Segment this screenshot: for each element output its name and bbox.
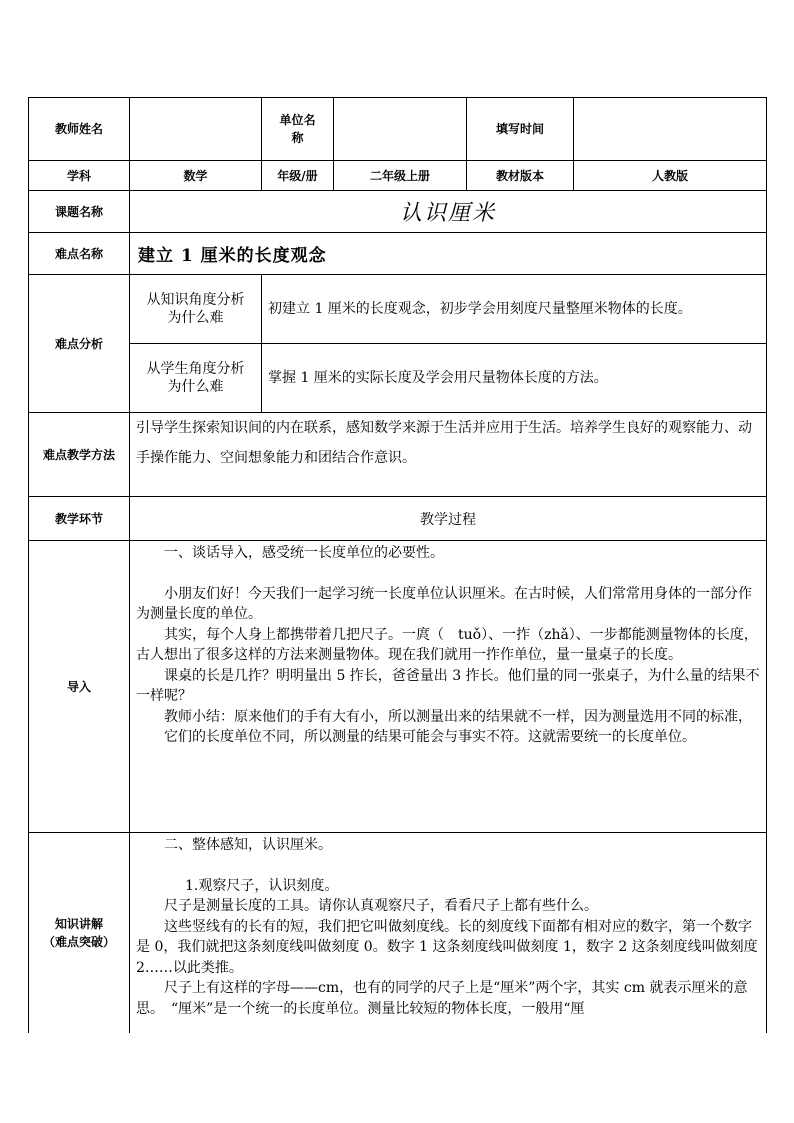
intro-content (130, 541, 767, 833)
fill-time-label: 填写时间 (467, 98, 574, 161)
knowledge-subheading: 1.观察尺子，认识刻度。 (185, 877, 339, 894)
unit-value (334, 98, 467, 161)
edition-value: 人教版 (574, 161, 767, 191)
knowledge-paragraph-1: 尺子是测量长度的工具。请你认真观察尺子，看看尺子上都有些什么。 (164, 898, 598, 914)
intro-paragraph-2: 其实，每个人身上都携带着几把尺子。一庹（ tuǒ）、一拃（zhǎ）、一步都能测量物体的长度，古人想出了很多这样的方法来测量物体。现在我们就用一拃作单位，量一量桌子的长度。 (136, 626, 758, 663)
student-angle-text: 掌握 1 厘米的实际长度及学会用尺量物体长度的方法。 (262, 344, 767, 413)
knowledge-content (130, 833, 767, 1033)
difficulty-row (29, 233, 767, 275)
process-title: 教学过程 (130, 497, 767, 541)
analysis-knowledge-row (29, 275, 767, 344)
topic-label: 课题名称 (29, 191, 130, 233)
knowledge-heading: 二、整体感知，认识厘米。 (164, 837, 332, 853)
subject-label: 学科 (29, 161, 130, 191)
edition-label: 教材版本 (467, 161, 574, 191)
knowledge-paragraph-2: 这些竖线有的长有的短，我们把它叫做刻度线。长的刻度线下面都有相对应的数字，第一个数字是 0，我们就把这条刻度线叫做刻度 0。数字 1 这条刻度线叫做刻度 1，数字 2 这条刻度线叫做刻度 2……以此类推。 (136, 918, 758, 976)
knowledge-row (29, 833, 767, 1033)
analysis-student-row (29, 344, 767, 413)
process-stage-label: 教学环节 (29, 497, 130, 541)
info-row (29, 161, 767, 191)
teacher-name-value (130, 98, 262, 161)
knowledge-angle-label: 从知识角度分析 为什么难 (130, 275, 262, 344)
subject-value: 数学 (130, 161, 262, 191)
intro-paragraph-3: 课桌的长是几拃？明明量出 5 拃长，爸爸量出 3 拃长。他们量的同一张桌子，为什么量的结果不一样呢？ (136, 667, 760, 704)
process-header-row (29, 497, 767, 541)
difficulty-title: 建立 1 厘米的长度观念 (130, 233, 767, 275)
intro-summary: 教师小结：原来他们的手有大有小，所以测量出来的结果就不一样，因为测量选用不同的标准，它们的长度单位不同，所以测量的结果可能会与事实不符。这就需要统一的长度单位。 (164, 708, 752, 745)
topic-title: 认识厘米 (130, 191, 767, 233)
intro-row (29, 541, 767, 833)
difficulty-label: 难点名称 (29, 233, 130, 275)
method-text: 引导学生探索知识间的内在联系，感知数学来源于生活并应用于生活。培养学生良好的观察能力、动手操作能力、空间想象能力和团结合作意识。 (130, 413, 767, 497)
grade-label: 年级/册 (262, 161, 334, 191)
student-angle-label: 从学生角度分析 为什么难 (130, 344, 262, 413)
knowledge-label: 知识讲解 （难点突破） (29, 833, 130, 1033)
knowledge-angle-text: 初建立 1 厘米的长度观念，初步学会用刻度尺量整厘米物体的长度。 (262, 275, 767, 344)
intro-heading: 一、谈话导入，感受统一长度单位的必要性。 (164, 545, 444, 561)
fill-time-value (574, 98, 767, 161)
topic-row (29, 191, 767, 233)
knowledge-paragraph-3: 尺子上有这样的字母——cm，也有的同学的尺子上是“厘米”两个字，其实 cm 就表示厘米的意思。 “厘米”是一个统一的长度单位。测量比较短的物体长度，一般用“厘 (136, 980, 748, 1017)
method-label: 难点教学方法 (29, 413, 130, 497)
method-row (29, 413, 767, 497)
header-row (29, 98, 767, 161)
teacher-name-label: 教师姓名 (29, 98, 130, 161)
intro-label: 导入 (29, 541, 130, 833)
lesson-plan-sheet (28, 97, 766, 1033)
intro-paragraph-1: 小朋友们好！今天我们一起学习统一长度单位认识厘米。在古时候，人们常常用身体的一部分作为测量长度的单位。 (136, 585, 752, 622)
grade-value: 二年级上册 (334, 161, 467, 191)
analysis-label: 难点分析 (29, 275, 130, 413)
lesson-plan-table (28, 97, 767, 1033)
unit-label: 单位名 称 (262, 98, 334, 161)
